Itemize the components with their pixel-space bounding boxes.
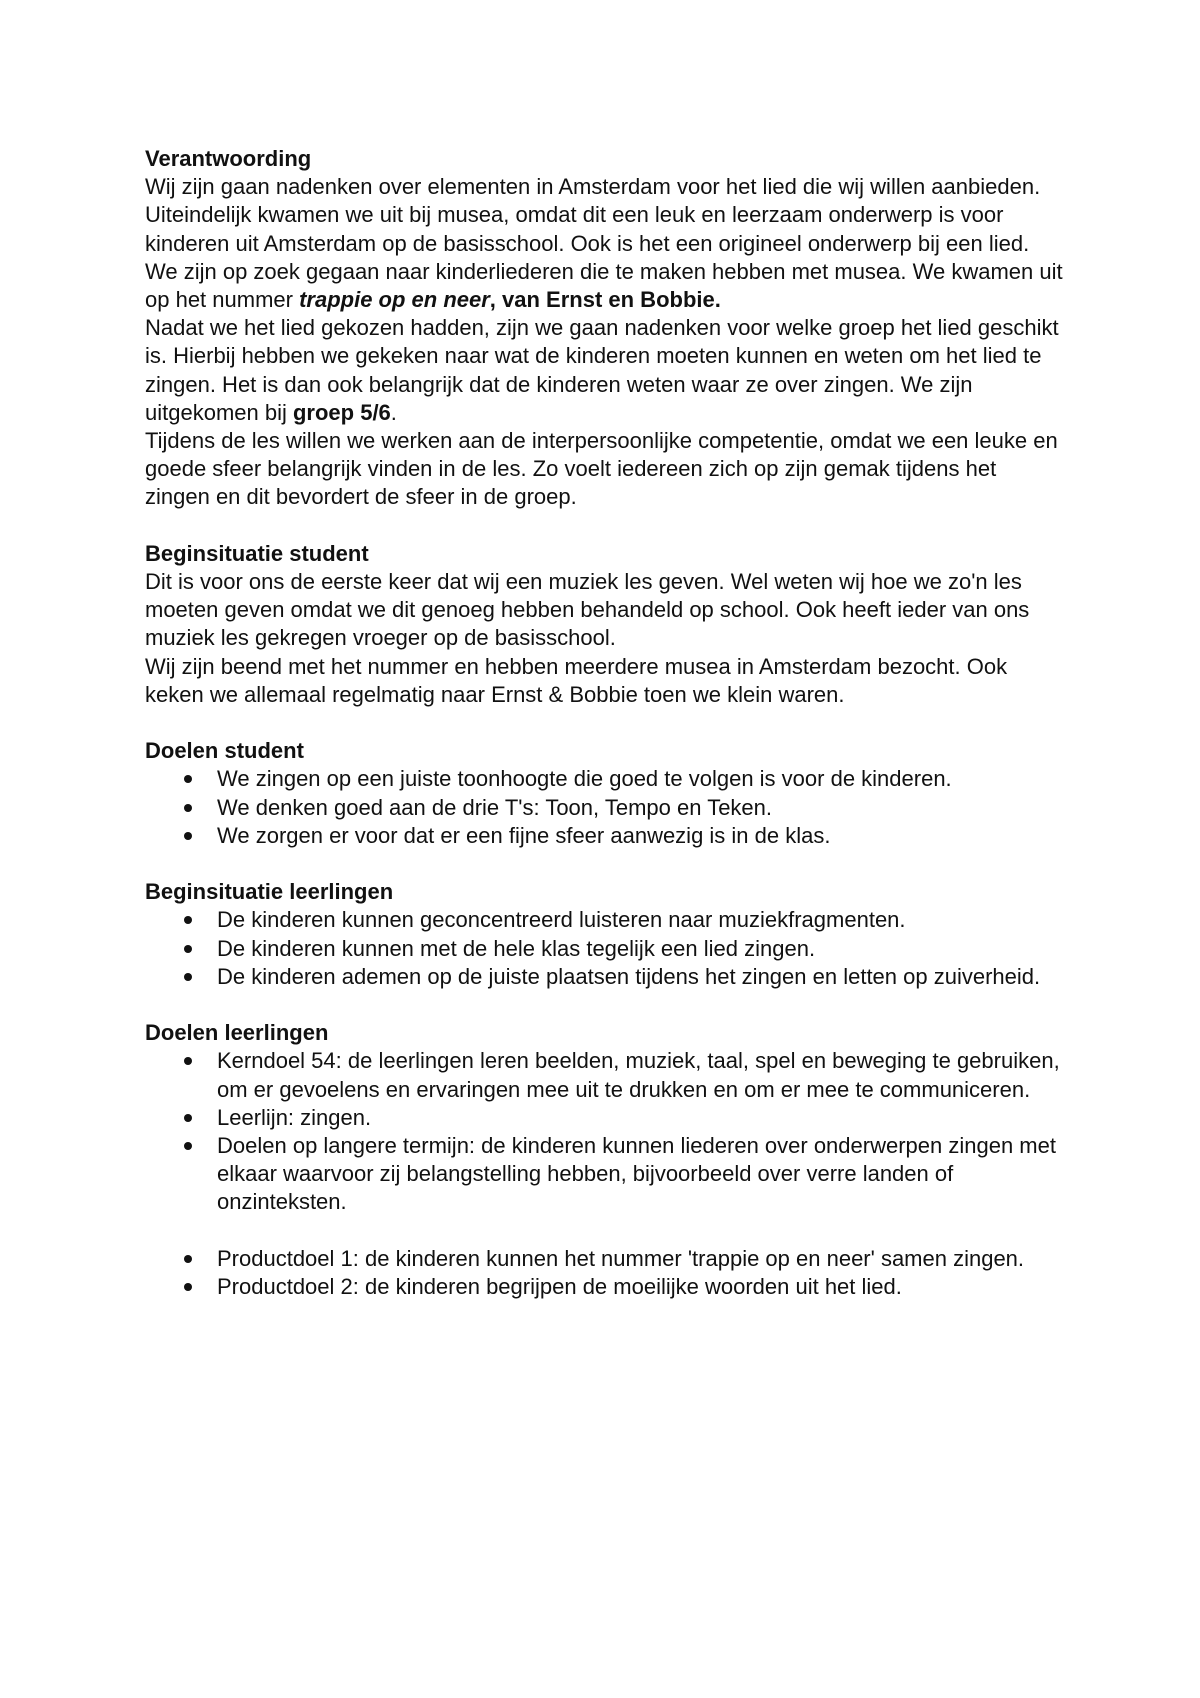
bullet-list <box>145 765 1065 850</box>
paragraph-text: . <box>390 399 397 425</box>
paragraph <box>145 258 1065 314</box>
heading-doelen-leerlingen: Doelen leerlingen <box>145 1020 329 1046</box>
section-beginsituatie-student <box>145 540 1065 709</box>
bullet-list <box>145 1047 1065 1216</box>
paragraph <box>145 314 1065 427</box>
list-item: Kerndoel 54: de leerlingen leren beelden, muziek, taal, spel en beweging te gebruiken, om er gevoelens en ervaringen mee uit te drukken en om er mee te communiceren. <box>145 1047 1065 1103</box>
section-verantwoording <box>145 145 1065 512</box>
list-item: De kinderen ademen op de juiste plaatsen tijdens het zingen en letten op zuiverheid. <box>145 963 1065 991</box>
section-doelen-leerlingen <box>145 1019 1065 1301</box>
bullet-list <box>145 906 1065 991</box>
target-group: groep 5/6 <box>292 399 391 425</box>
bullet-list <box>145 1245 1065 1301</box>
heading-beginsituatie-leerlingen: Beginsituatie leerlingen <box>145 879 394 905</box>
list-item: We zorgen er voor dat er een fijne sfeer aanwezig is in de klas. <box>145 822 1065 850</box>
section-beginsituatie-leerlingen <box>145 878 1065 991</box>
spacer <box>145 850 1065 878</box>
song-artist: , van Ernst en Bobbie. <box>489 287 721 313</box>
spacer <box>145 991 1065 1019</box>
list-item: Productdoel 1: de kinderen kunnen het nummer 'trappie op en neer' samen zingen. <box>145 1245 1065 1273</box>
list-item: Doelen op langere termijn: de kinderen kunnen liederen over onderwerpen zingen met elkaar waarvoor zij belangstelling hebben, bijvoorbeeld over verre landen of onzinteksten. <box>145 1132 1065 1217</box>
paragraph-text: Nadat we het lied gekozen hadden, zijn we gaan nadenken voor welke groep het lied geschikt is. Hierbij hebben we gekeken naar wat de kinderen moeten kunnen en weten om het lied te zingen. Het is dan ook belangrijk dat de kinderen weten waar ze over zingen. We zijn uitgekomen bij <box>145 315 1059 425</box>
paragraph-text: We zijn op zoek gegaan naar kinderliederen die te maken hebben met musea. We kwamen uit op het nummer <box>145 258 1063 313</box>
paragraph: Dit is voor ons de eerste keer dat wij een muziek les geven. Wel weten wij hoe we zo'n les moeten geven omdat we dit genoeg hebben behandeld op school. Ook heeft ieder van ons muziek les gekregen vroeger op de basisschool. <box>145 569 1030 651</box>
paragraph: Wij zijn gaan nadenken over elementen in Amsterdam voor het lied die wij willen aanbieden. Uiteindelijk kwamen we uit bij musea, omdat dit een leuk en leerzaam onderwerp is voor kinderen uit Amsterdam op de basisschool. Ook is het een origineel onderwerp bij een lied. <box>145 174 1041 256</box>
heading-doelen-student: Doelen student <box>145 738 304 764</box>
list-item: We zingen op een juiste toonhoogte die goed te volgen is voor de kinderen. <box>145 765 1065 793</box>
list-item: We denken goed aan de drie T's: Toon, Tempo en Teken. <box>145 794 1065 822</box>
list-item: De kinderen kunnen met de hele klas tegelijk een lied zingen. <box>145 935 1065 963</box>
paragraph: Tijdens de les willen we werken aan de interpersoonlijke competentie, omdat we een leuke en goede sfeer belangrijk vinden in de les. Zo voelt iedereen zich op zijn gemak tijdens het zingen en dit bevordert de sfeer in de groep. <box>145 428 1058 510</box>
song-title: trappie op en neer <box>299 287 490 313</box>
paragraph: Wij zijn beend met het nummer en hebben meerdere musea in Amsterdam bezocht. Ook keken we allemaal regelmatig naar Ernst & Bobbie toen we klein waren. <box>145 653 1008 707</box>
document-page <box>145 145 1065 1301</box>
list-item: De kinderen kunnen geconcentreerd luisteren naar muziekfragmenten. <box>145 906 1065 934</box>
spacer <box>145 1217 1065 1245</box>
heading-verantwoording: Verantwoording <box>145 146 312 171</box>
list-item: Productdoel 2: de kinderen begrijpen de moeilijke woorden uit het lied. <box>145 1273 1065 1301</box>
spacer <box>145 512 1065 540</box>
list-item: Leerlijn: zingen. <box>145 1104 1065 1132</box>
section-doelen-student <box>145 737 1065 850</box>
spacer <box>145 709 1065 737</box>
heading-beginsituatie-student: Beginsituatie student <box>145 540 369 566</box>
